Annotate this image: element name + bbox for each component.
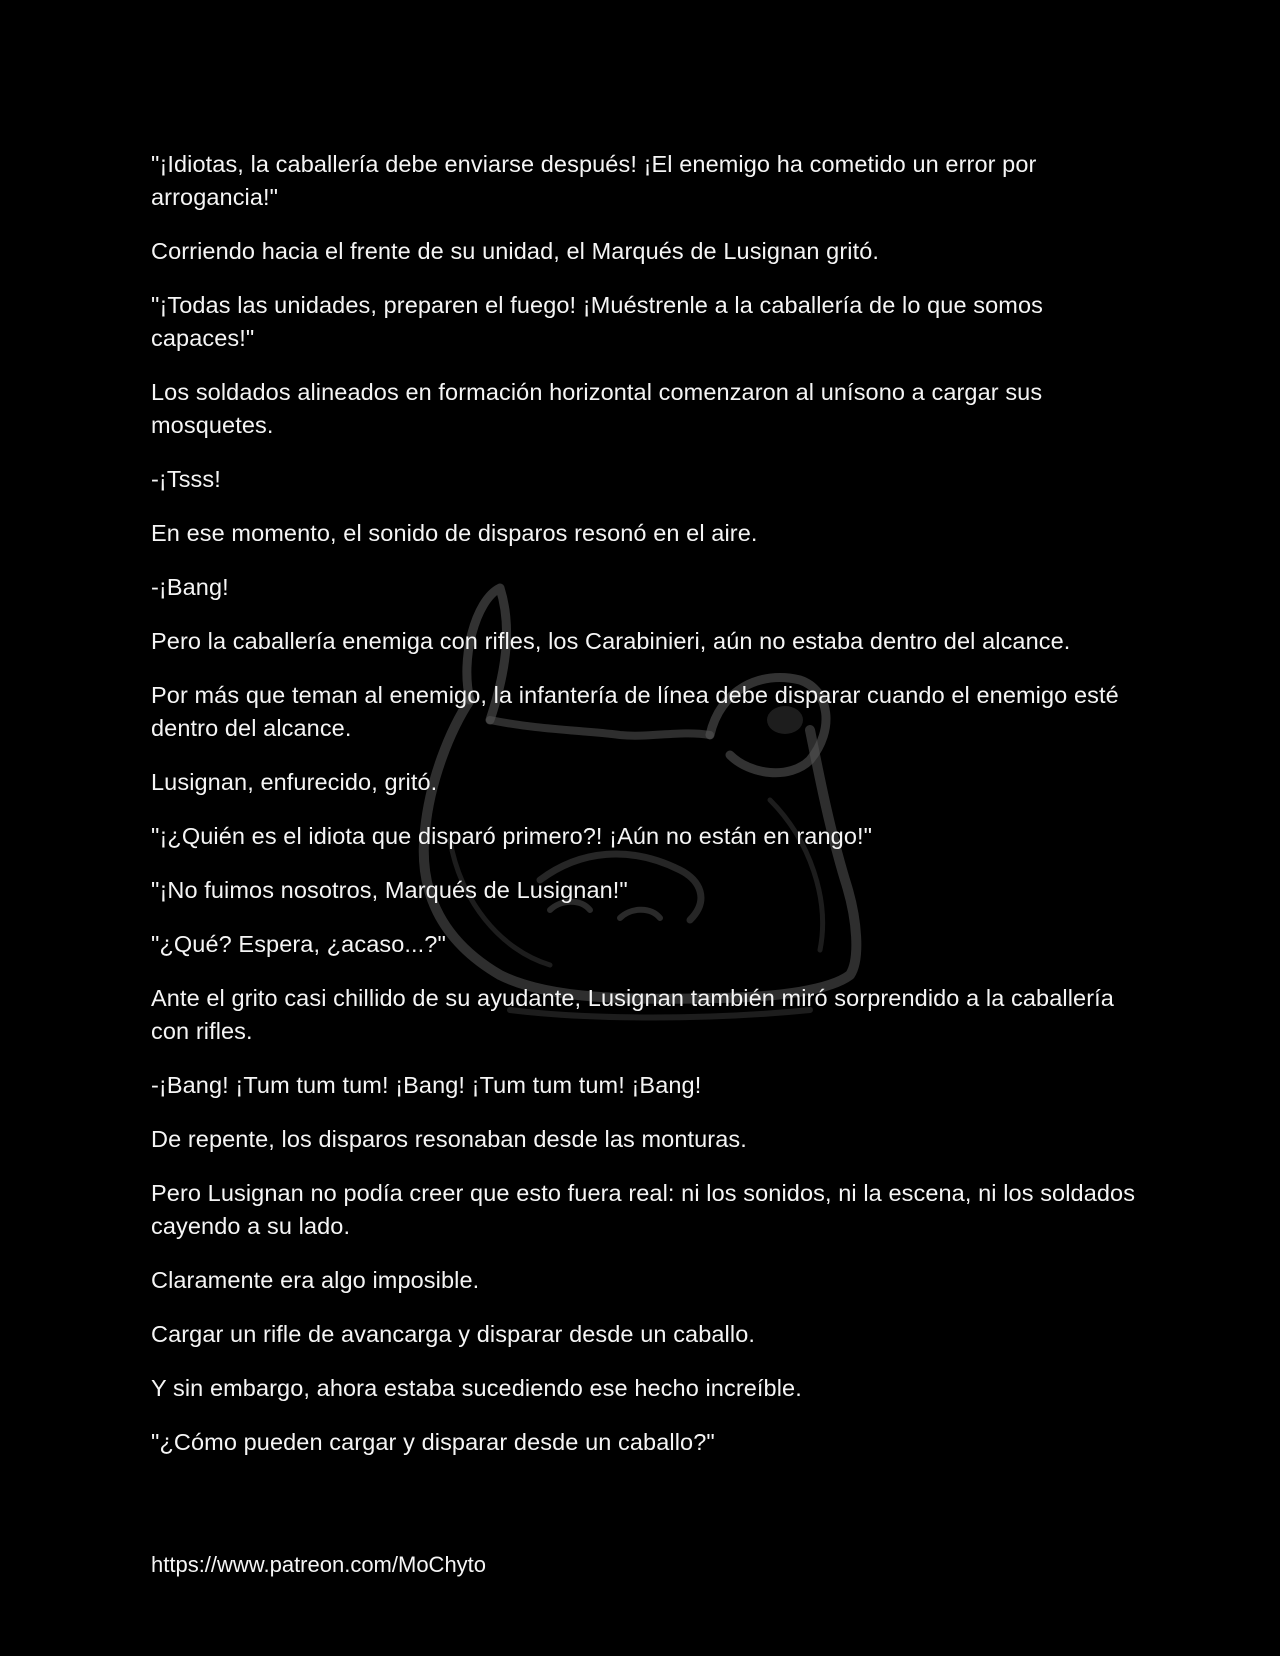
paragraph: Lusignan, enfurecido, gritó. <box>151 769 438 795</box>
paragraph: Por más que teman al enemigo, la infantería de línea debe disparar cuando el enemigo esté dentro del alcance. <box>151 682 1119 741</box>
paragraph: Pero la caballería enemiga con rifles, los Carabinieri, aún no estaba dentro del alcance. <box>151 628 1071 654</box>
chapter-text <box>151 148 1151 1480</box>
paragraph: -¡Tsss! <box>151 466 221 492</box>
paragraph: De repente, los disparos resonaban desde las monturas. <box>151 1126 747 1152</box>
paragraph: Y sin embargo, ahora estaba sucediendo ese hecho increíble. <box>151 1375 802 1401</box>
paragraph: "¡Idiotas, la caballería debe enviarse después! ¡El enemigo ha cometido un error por arrogancia!" <box>151 151 1037 210</box>
paragraph: Ante el grito casi chillido de su ayudante, Lusignan también miró sorprendido a la caballería con rifles. <box>151 985 1114 1044</box>
paragraph: Pero Lusignan no podía creer que esto fuera real: ni los sonidos, ni la escena, ni los soldados cayendo a su lado. <box>151 1180 1136 1239</box>
paragraph: Los soldados alineados en formación horizontal comenzaron al unísono a cargar sus mosquetes. <box>151 379 1043 438</box>
paragraph: "¡No fuimos nosotros, Marqués de Lusignan!" <box>151 877 628 903</box>
paragraph: -¡Bang! <box>151 574 229 600</box>
patreon-link[interactable]: https://www.patreon.com/MoChyto <box>151 1552 487 1577</box>
paragraph: Cargar un rifle de avancarga y disparar desde un caballo. <box>151 1321 755 1347</box>
paragraph: En ese momento, el sonido de disparos resonó en el aire. <box>151 520 758 546</box>
paragraph: -¡Bang! ¡Tum tum tum! ¡Bang! ¡Tum tum tum! ¡Bang! <box>151 1072 702 1098</box>
paragraph: "¡Todas las unidades, preparen el fuego! ¡Muéstrenle a la caballería de lo que somos capaces!" <box>151 292 1043 351</box>
paragraph: "¿Qué? Espera, ¿acaso...?" <box>151 931 446 957</box>
paragraph: "¡¿Quién es el idiota que disparó primero?! ¡Aún no están en rango!" <box>151 823 873 849</box>
paragraph: "¿Cómo pueden cargar y disparar desde un caballo?" <box>151 1429 715 1455</box>
paragraph: Corriendo hacia el frente de su unidad, el Marqués de Lusignan gritó. <box>151 238 880 264</box>
paragraph: Claramente era algo imposible. <box>151 1267 480 1293</box>
